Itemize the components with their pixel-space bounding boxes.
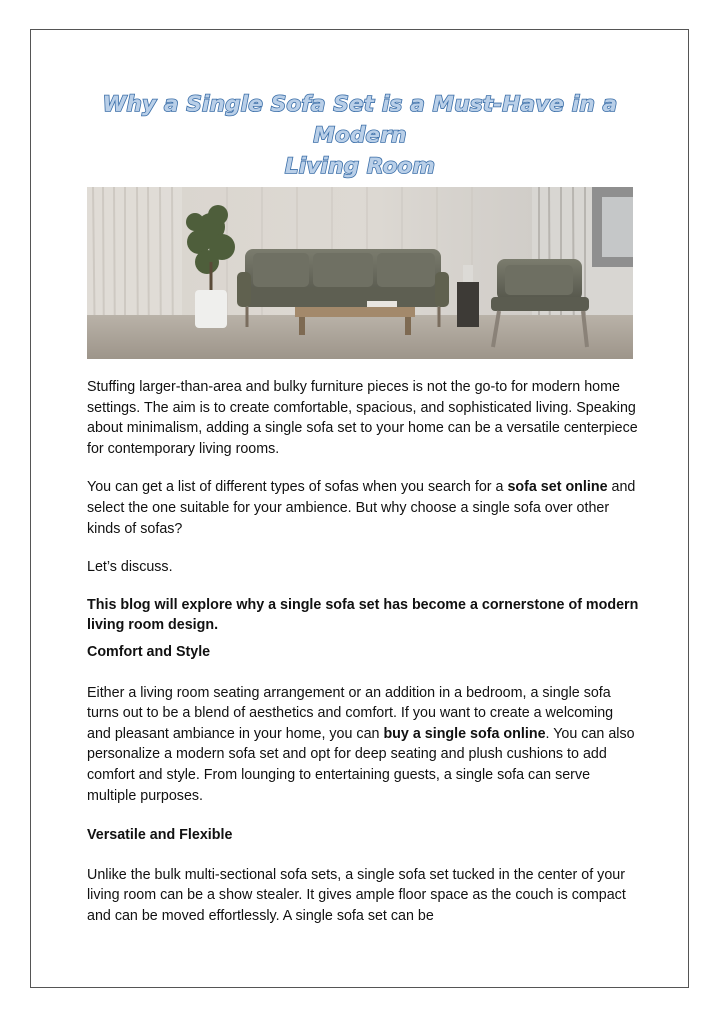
hero-image [87,187,633,359]
heading-versatile: Versatile and Flexible [87,827,233,844]
link-sofa-set-online: sofa set online [507,479,608,496]
text: You can get a list of different types of sofas when you search for a [87,479,508,496]
text: . You can also personalize a modern sofa set and opt for deep seating and plush cushions to add comfort and style. From lounging to entertaining guests, a single sofa can serve multiple purposes. [87,725,635,804]
paragraph-comfort [87,683,639,807]
paragraph-intro: Stuffing larger-than-area and bulky furniture pieces is not the go-to for modern home settings. The aim is to create comfortable, spacious, and sophisticated living. Speaking about minimalism, adding a single sofa set to your home can be a versatile centerpiece for contemporary living rooms. [87,379,638,457]
paragraph-versatile: Unlike the bulk multi-sectional sofa sets, a single sofa set tucked in the center of your living room can be a show stealer. It gives ample floor space as the couch is compact and can be moved effortlessly. A single sofa set can be [87,866,626,924]
document-title [60,89,660,182]
paragraph-search [87,477,639,539]
heading-comfort: Comfort and Style [87,643,211,660]
title-line-2: Living Room [284,154,436,179]
paragraph-blog-intro: This blog will explore why a single sofa set has become a cornerstone of modern living room design. [87,596,639,634]
link-buy-single-sofa-online: buy a single sofa online [383,725,546,742]
text: Either a living room seating arrangement or an addition in a bedroom, a single sofa turns out to be a blend of aesthetics and comfort. If you want to create a welcoming and pleasant ambiance in your home, you can [87,684,614,742]
text: and select the one suitable for your ambience. But why choose a single sofa over other kinds of sofas? [87,479,636,537]
article-body [87,377,639,926]
paragraph-discuss: Let’s discuss. [87,559,173,576]
title-line-1: Why a Single Sofa Set is a Must-Have in a Modern [102,92,618,148]
